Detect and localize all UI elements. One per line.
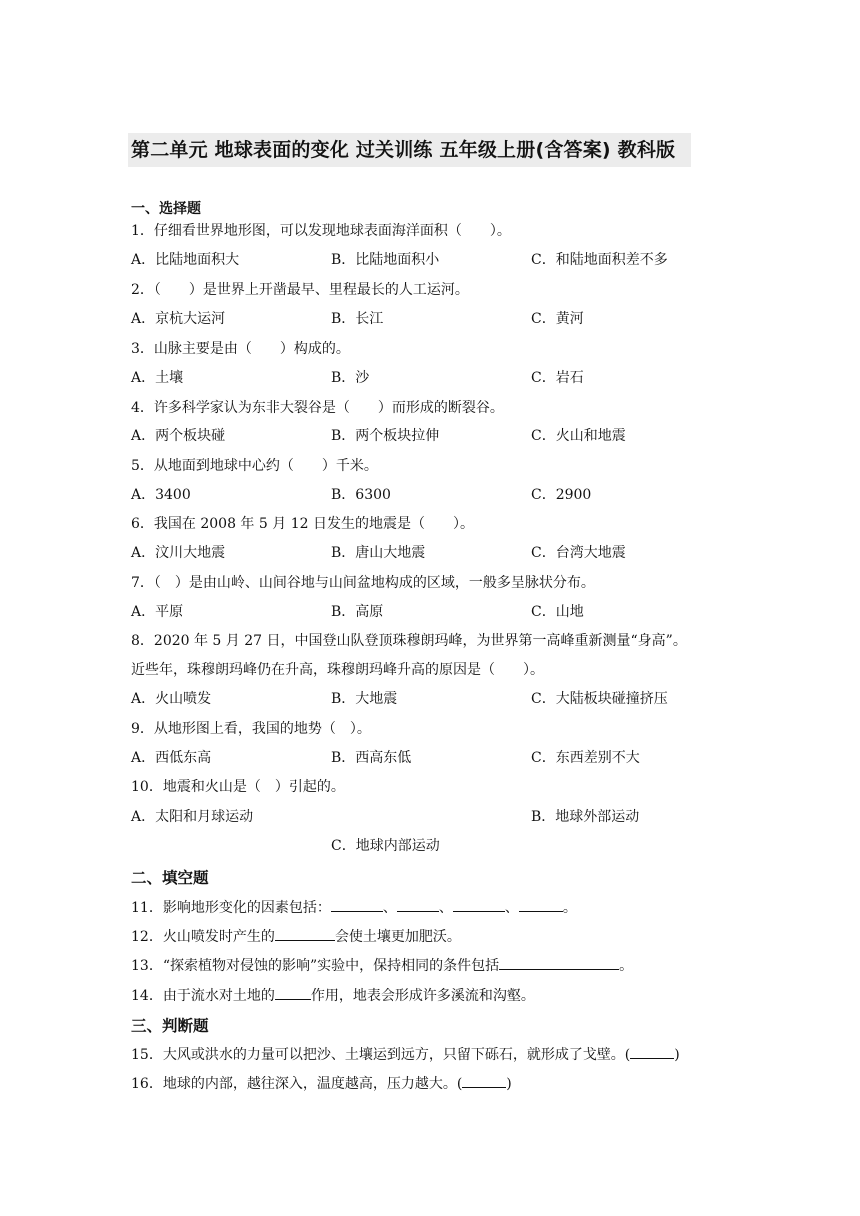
q7-option-c: C．山地 (531, 604, 584, 620)
q16-blank[interactable] (462, 1073, 506, 1088)
q11-sep-1: 、 (382, 900, 397, 916)
q3-option-c: C．岩石 (531, 370, 584, 386)
q11-sep-2: 、 (438, 900, 453, 916)
question-3: 3．山脉主要是由（ ）构成的。 (131, 341, 350, 357)
question-5: 5．从地面到地球中心约（ ）千米。 (131, 458, 378, 474)
q6-option-a: A．汶川大地震 (131, 545, 226, 561)
question-16 (131, 1073, 512, 1093)
question-15 (131, 1044, 680, 1064)
question-9: 9．从地形图上看，我国的地势（ ）。 (131, 721, 371, 737)
q14-blank[interactable] (275, 985, 311, 1000)
q6-option-c: C．台湾大地震 (531, 545, 626, 561)
q3-option-a: A．土壤 (131, 370, 184, 386)
question-8-line-2: 近些年，珠穆朗玛峰仍在升高，珠穆朗玛峰升高的原因是（ ）。 (131, 662, 544, 678)
section-heading-choice: 一、选择题 (131, 201, 201, 217)
q5-option-b: B．6300 (331, 487, 391, 503)
question-1: 1．仔细看世界地形图，可以发现地球表面海洋面积（ ）。 (131, 223, 511, 239)
section-heading-fill: 二、填空题 (131, 869, 209, 887)
q11-blank-2[interactable] (397, 897, 439, 912)
q9-option-b: B．西高东低 (331, 750, 412, 766)
q5-option-c: C．2900 (531, 487, 592, 503)
q11-text: 11．影响地形变化的因素包括： (131, 900, 331, 916)
q5-option-a: A．3400 (131, 487, 191, 503)
q13-blank[interactable] (499, 955, 619, 970)
q1-option-a: A．比陆地面积大 (131, 252, 240, 268)
question-11 (131, 897, 577, 917)
q11-end: 。 (562, 900, 577, 916)
question-14 (131, 985, 535, 1005)
q15-post: ) (674, 1047, 680, 1063)
q10-option-c: C．地球内部运动 (331, 838, 440, 854)
q9-option-c: C．东西差别不大 (531, 750, 640, 766)
q8-option-a: A．火山喷发 (131, 691, 212, 707)
document-title: 第二单元 地球表面的变化 过关训练 五年级上册(含答案) 教科版 (128, 133, 691, 167)
q8-option-b: B．大地震 (331, 691, 398, 707)
q11-blank-1[interactable] (331, 897, 383, 912)
q16-pre: 16．地球的内部，越往深入，温度越高，压力越大。( (131, 1076, 463, 1092)
question-12 (131, 926, 461, 946)
q12-post: 会使土壤更加肥沃。 (334, 929, 461, 945)
question-6: 6．我国在 2008 年 5 月 12 日发生的地震是（ ）。 (131, 516, 474, 532)
question-7: 7．（ ）是由山岭、山间谷地与山间盆地构成的区域，一般多呈脉状分布。 (131, 575, 595, 591)
q16-post: ) (506, 1076, 512, 1092)
q11-blank-4[interactable] (519, 897, 563, 912)
q7-option-a: A．平原 (131, 604, 184, 620)
q13-pre: 13．“探索植物对侵蚀的影响”实验中，保持相同的条件包括 (131, 958, 500, 974)
q2-option-a: A．京杭大运河 (131, 311, 226, 327)
q8-option-c: C．大陆板块碰撞挤压 (531, 691, 668, 707)
q10-option-a: A．太阳和月球运动 (131, 809, 254, 825)
question-10: 10．地震和火山是（ ）引起的。 (131, 779, 345, 795)
q11-sep-3: 、 (504, 900, 519, 916)
q7-option-b: B．高原 (331, 604, 384, 620)
q10-option-b: B．地球外部运动 (531, 809, 640, 825)
section-heading-judge: 三、判断题 (131, 1017, 209, 1035)
q6-option-b: B．唐山大地震 (331, 545, 426, 561)
q2-option-c: C．黄河 (531, 311, 584, 327)
q4-option-a: A．两个板块碰 (131, 428, 226, 444)
q13-post: 。 (619, 958, 634, 974)
q14-pre: 14．由于流水对土地的 (131, 988, 275, 1004)
q1-option-c: C．和陆地面积差不多 (531, 252, 668, 268)
q15-pre: 15．大风或洪水的力量可以把沙、土壤运到远方，只留下砾石，就形成了戈壁。( (131, 1047, 631, 1063)
question-4: 4．许多科学家认为东非大裂谷是（ ）而形成的断裂谷。 (131, 400, 504, 416)
question-2: 2．（ ）是世界上开凿最早、里程最长的人工运河。 (131, 282, 469, 298)
q4-option-b: B．两个板块拉伸 (331, 428, 440, 444)
q14-post: 作用，地表会形成许多溪流和沟壑。 (310, 988, 535, 1004)
q4-option-c: C．火山和地震 (531, 428, 626, 444)
question-13 (131, 955, 633, 975)
q15-blank[interactable] (630, 1044, 674, 1059)
question-8: 8．2020 年 5 月 27 日，中国登山队登顶珠穆朗玛峰，为世界第一高峰重新测量“身高”。 (131, 633, 687, 649)
q1-option-b: B．比陆地面积小 (331, 252, 440, 268)
q2-option-b: B．长江 (331, 311, 384, 327)
q11-blank-3[interactable] (453, 897, 505, 912)
q12-blank[interactable] (275, 926, 335, 941)
q12-pre: 12．火山喷发时产生的 (131, 929, 275, 945)
q3-option-b: B．沙 (331, 370, 370, 386)
q9-option-a: A．西低东高 (131, 750, 212, 766)
